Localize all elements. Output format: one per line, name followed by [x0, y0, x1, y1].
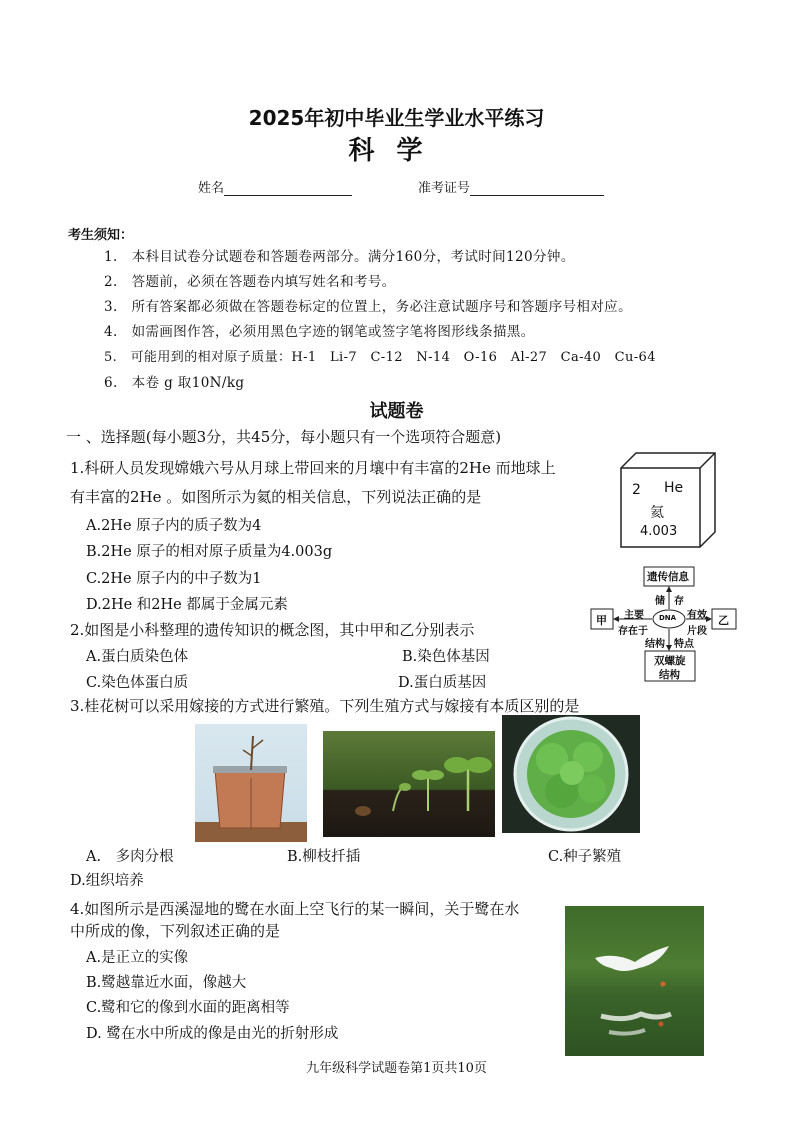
- q4-option-d: D. 鹭在水中所成的像是由光的折射形成: [86, 1026, 339, 1042]
- node-jia: 甲: [596, 614, 607, 627]
- element-symbol: He: [664, 480, 684, 496]
- notice-item-5: 5. 可能用到的相对原子质量：H-1 Li-7 C-12 N-14 O-16 Al-27 Ca-40 Cu-64: [104, 350, 656, 365]
- exam-no-blank: [470, 182, 604, 196]
- q1-option-d: D.2He 和2He 都属于金属元素: [86, 597, 288, 613]
- q2-option-b: B.染色体基因: [402, 649, 490, 665]
- q3-stem: 3.桂花树可以采用嫁接的方式进行繁殖。下列生殖方式与嫁接有本质区别的是: [70, 697, 580, 715]
- q2-option-c: C.染色体蛋白质: [86, 675, 189, 691]
- q3-option-b: B.柳枝扦插: [287, 849, 361, 865]
- q1-stem-line2: 有丰富的2He 。如图所示为氦的相关信息，下列说法正确的是: [70, 488, 482, 506]
- node-double-helix: 双螺旋: [654, 655, 686, 667]
- q3-option-d: D.组织培养: [70, 873, 144, 889]
- photo-tissue-culture: [502, 715, 640, 833]
- atomic-number: 2: [632, 482, 641, 498]
- notice-heading: 考生须知：: [68, 228, 134, 243]
- notice-item-4: 4. 如需画图作答，必须用黑色字迹的钢笔或签字笔将图形线条描黑。: [104, 324, 535, 340]
- q3-option-c: C.种子繁殖: [548, 849, 622, 865]
- q2-option-d: D.蛋白质基因: [398, 675, 487, 691]
- page-footer: 九年级科学试题卷第1页共10页: [306, 1061, 487, 1076]
- genetics-concept-diagram: [588, 565, 740, 685]
- label-valid: 有效: [687, 610, 707, 621]
- photo-grafted-plant: [195, 724, 307, 842]
- paper-title: 2025年初中毕业生学业水平练习: [248, 106, 545, 130]
- label-store-2: 存: [674, 596, 684, 607]
- q4-stem-line1: 4.如图所示是西溪湿地的鹭在水面上空飞行的某一瞬间，关于鹭在水: [70, 900, 520, 918]
- node-dna: DNA: [659, 614, 677, 622]
- section-title: 试题卷: [369, 401, 424, 422]
- q1-option-c: C.2He 原子内的中子数为1: [86, 571, 262, 587]
- q1-option-b: B.2He 原子的相对原子质量为4.003g: [86, 544, 333, 560]
- atomic-mass: 4.003: [640, 524, 678, 539]
- q1-option-a: A.2He 原子内的质子数为4: [86, 518, 262, 534]
- notice-item-6: 6. 本卷 g 取10N/kg: [104, 375, 245, 391]
- label-feature: 特点: [674, 639, 694, 650]
- q3-option-a: A. 多肉分根: [86, 849, 174, 865]
- node-yi: 乙: [718, 614, 729, 627]
- exam-no-label: 准考证号: [418, 181, 471, 196]
- notice-item-1: 1. 本科目试卷分试题卷和答题卷两部分。满分160分，考试时间120分钟。: [104, 249, 575, 265]
- name-label: 姓名: [198, 181, 225, 196]
- q2-option-a: A.蛋白质染色体: [86, 649, 189, 665]
- exam-no-field: [418, 177, 604, 196]
- name-blank: [224, 182, 352, 196]
- q1-stem-line1: 1.科研人员发现嫦娥六号从月球上带回来的月壤中有丰富的2He 而地球上: [70, 459, 556, 477]
- label-structure: 结构: [645, 639, 665, 650]
- notice-item-2: 2. 答题前，必须在答题卷内填写姓名和考号。: [104, 274, 396, 290]
- q4-option-c: C.鹭和它的像到水面的距离相等: [86, 1000, 290, 1016]
- node-genetic-info: 遗传信息: [647, 571, 689, 583]
- label-store-1: 储: [655, 596, 665, 607]
- q4-option-b: B.鹭越靠近水面，像越大: [86, 975, 247, 991]
- node-structure: 结构: [659, 669, 680, 681]
- label-segment: 片段: [687, 626, 707, 637]
- q2-stem: 2.如图是小科整理的遗传知识的概念图，其中甲和乙分别表示: [70, 621, 475, 639]
- photo-egret-over-water: [565, 906, 704, 1056]
- element-name: 氦: [650, 505, 664, 521]
- q4-option-a: A.是正立的实像: [86, 950, 189, 966]
- part-heading: 一 、选择题(每小题3分，共45分，每小题只有一个选项符合题意): [66, 428, 502, 446]
- notice-item-3: 3. 所有答案都必须做在答题卷标定的位置上，务必注意试题序号和答题序号相对应。: [104, 299, 632, 315]
- helium-element-card: [620, 452, 716, 548]
- q4-stem-line2: 中所成的像，下列叙述正确的是: [70, 922, 281, 940]
- label-main: 主要: [624, 610, 644, 621]
- photo-seedlings: [323, 731, 495, 837]
- subject-title: 科学: [348, 136, 445, 166]
- name-field: [198, 177, 352, 196]
- label-exist-in: 存在于: [618, 626, 648, 637]
